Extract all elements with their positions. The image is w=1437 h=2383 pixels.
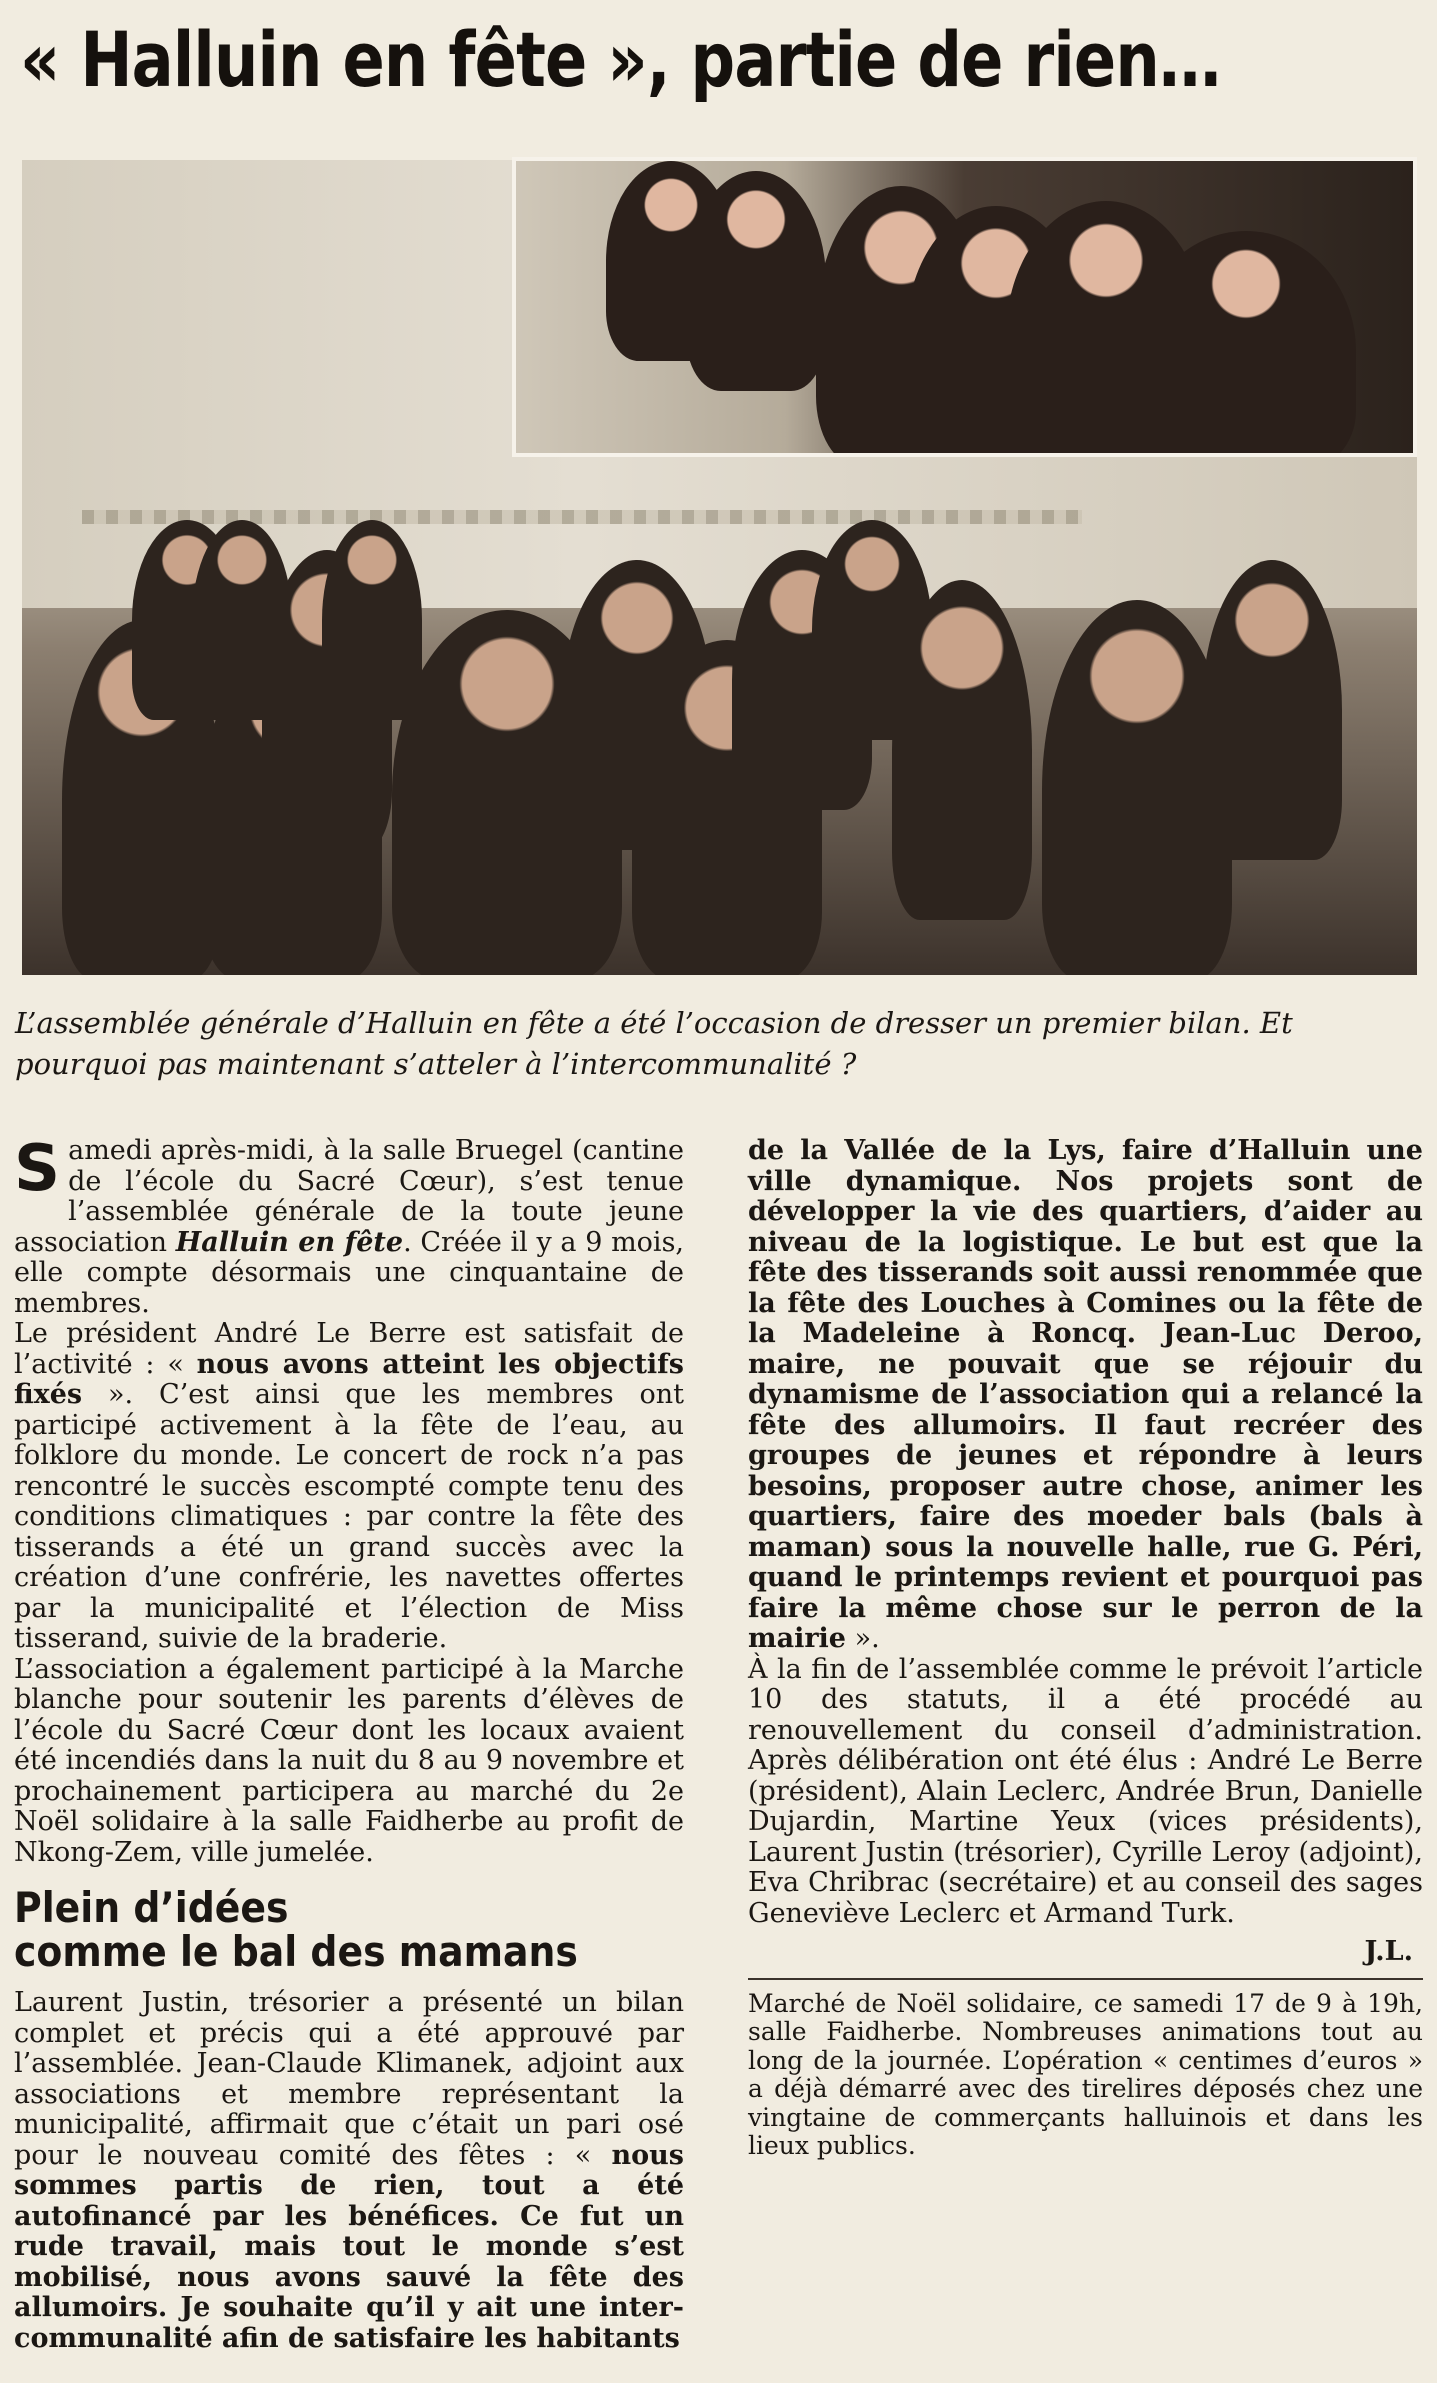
board-members-inset-photo [512,157,1417,457]
president-quote: nous avons atteint les objectifs fixés [14,1348,684,1410]
paragraph-election: À la fin de l’assemblée comme le prévoit l’article 10 des statuts, il a été procédé au renouvellement du conseil d’administration. Après délibération ont été élus : André Le Berre (président), Alain Leclerc, Andrée Brun, Danielle Dujardin, Martine Yeux (vices présidents), Laurent Justin (trésorier), Cyrille Leroy (adjoint), Eva Chribrac (secrétaire) et au conseil des sages Geneviève Leclerc et Armand Turk. [748,1653,1423,1929]
adjoint-quote: nous sommes partis de rien, tout a été autofinancé par les bénéfices. Ce fut un rude travail, mais tout le monde s’est mobilisé, nous avons sauvé la fête des allumoirs. Je souhaite qu’il y ait une inter-communalité afin de satisfaire les habitants [14,2139,684,2354]
divider [748,1978,1423,1980]
headline: « Halluin en fête », partie de rien… [20,15,1221,104]
article-column-right [748,1136,1423,2161]
event-note: Marché de Noël solidaire, ce samedi 17 de 9 à 19h, salle Faidherbe. Nombreuses animations tout au long de la journée. L’opération « centimes d’euros » a déjà démarré avec des tirelires déposés chez une vingtaine de commerçants halluinois et dans les lieux publics. [748,1988,1423,2160]
author-signature: J.L. [1364,1936,1413,1967]
drop-cap: S [14,1132,61,1206]
paragraph-president: Le président André Le Berre est satisfait de l’activité : « nous avons atteint les objectifs fixés ». C’est ainsi que les membres ont participé activement à la fête de l’eau, au folklore du monde. Le concert de rock n’a pas rencontré le succès escompté compte tenu des conditions climatiques : par contre la fête des tisserands a été un grand succès avec la création d’une confrérie, les navettes offertes par la municipalité et l’élection de Miss tisserand, suivie de la braderie. [14,1318,684,1654]
association-name: Halluin en fête [175,1226,404,1258]
paragraph-intro: Samedi après-midi, à la salle Bruegel (cantine de l’école du Sacré Cœur), s’est tenue l’assemblée générale de la toute jeune association Halluin en fête. Créée il y a 9 mois, elle compte désormais une cinquantaine de membres. [14,1132,685,1319]
photo-caption: L’assemblée générale d’Halluin en fête a été l’occasion de dresser un premier bilan. Et pourquoi pas maintenant s’atteler à l’intercommunalité ? [15,1006,1293,1081]
paragraph-treasurer-continued: de la Vallée de la Lys, faire d’Halluin une ville dynamique. Nos projets sont de développer la vie des quartiers, d’aider au niveau de la logistique. Le but est que la fête des tisserands soit aussi renommée que la fête des Louches à Comines ou la fête de la Madeleine à Roncq. Jean-Luc Deroo, maire, ne pouvait que se réjouir du dynamisme de l’association qui a relancé la fête des allumoirs. Il faut recréer des groupes de jeunes et répondre à leurs besoins, proposer autre chose, animer les quartiers, faire des moeder bals (bals à maman) sous la nouvelle halle, rue G. Péri, quand le printemps revient et pourquoi pas faire la même chose sur le perron de la mairie ». [748,1135,1423,1654]
subheading: Plein d’idées comme le bal des mamans [14,1883,578,1976]
adjoint-quote-continued: de la Vallée de la Lys, faire d’Halluin une ville dynamique. Nos projets sont de développer la vie des quartiers, d’aider au niveau de la logistique. Le but est que la fête des tisserands soit aussi renommée que la fête des Louches à Comines ou la fête de la Madeleine à Roncq. Jean-Luc Deroo, maire, ne pouvait que se réjouir du dynamisme de l’association qui a relancé la fête des allumoirs. Il faut recréer des groupes de jeunes et répondre à leurs besoins, proposer autre chose, animer les quartiers, faire des moeder bals (bals à maman) sous la nouvelle halle, rue G. Péri, quand le printemps revient et pourquoi pas faire la même chose sur le perron de la mairie [748,1135,1423,1654]
paragraph-treasurer: Laurent Justin, trésorier a présenté un bilan complet et précis qui a été approuvé par l’assemblée. Jean-Claude Klimanek, adjoint aux associations et membre représentant la municipalité, affirmait que c’était un pari osé pour le nouveau comité des fêtes : « nous sommes partis de rien, tout a été autofinancé par les bénéfices. Ce fut un rude travail, mais tout le monde s’est mobilisé, nous avons sauvé la fête des allumoirs. Je souhaite qu’il y ait une inter-communalité afin de satisfaire les habitants [14,1987,684,2354]
paragraph-marche-blanche: L’association a également participé à la Marche blanche pour soutenir les parents d’élèves de l’école du Sacré Cœur dont les locaux avaient été incendiés dans la nuit du 8 au 9 novembre et prochainement participera au marché du 2e Noël solidaire à la salle Faidherbe au profit de Nkong-Zem, ville jumelée. [14,1653,684,1868]
article-column-left [14,1132,685,2354]
